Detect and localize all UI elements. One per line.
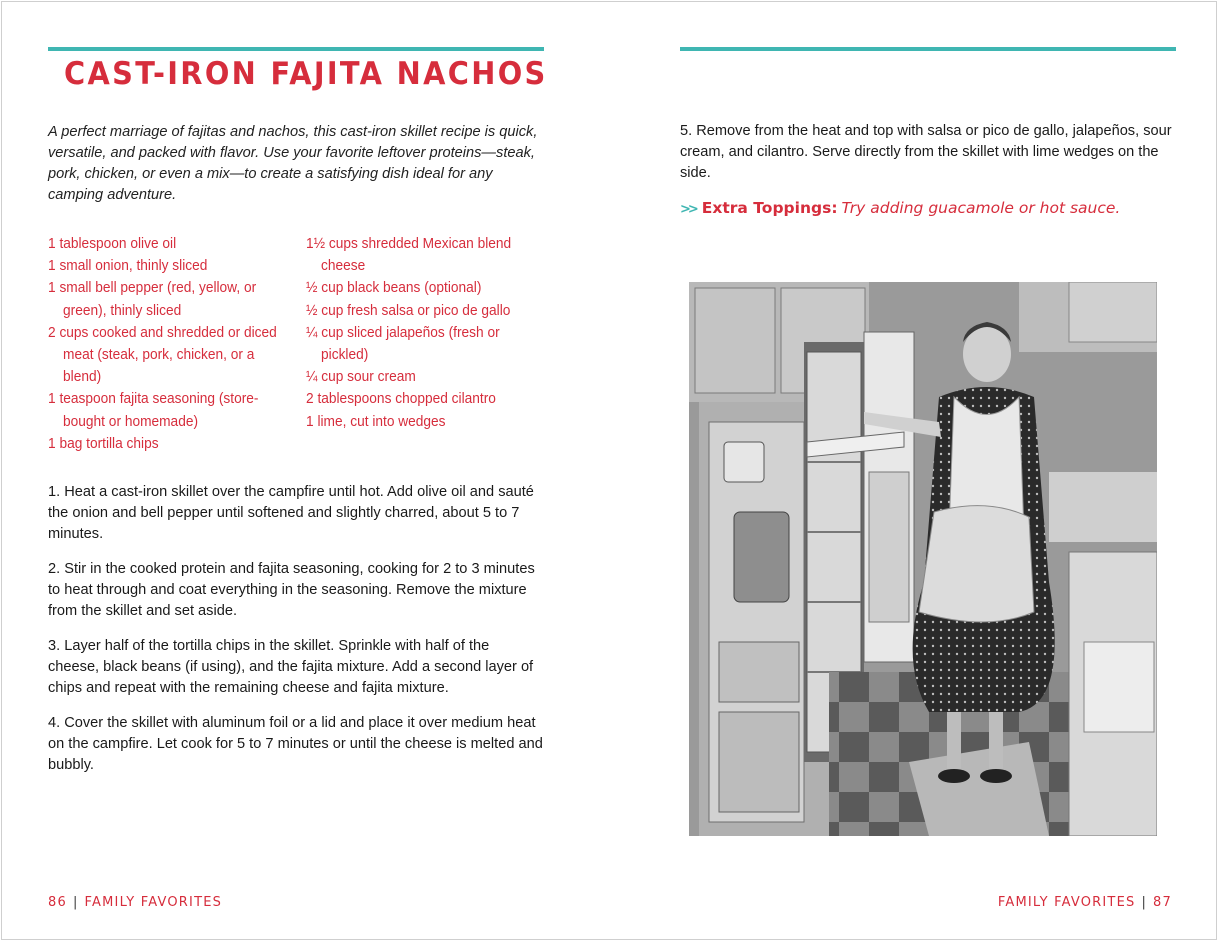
instruction-step: 2. Stir in the cooked protein and fajita seasoning, cooking for 2 to 3 minutes to heat through and coat everything in the seasoning. Remove the mixture from the skillet and set aside.: [48, 561, 535, 619]
recipe-title: CAST-IRON FAJITA NACHOS: [64, 56, 548, 92]
double-chevron-icon: >>: [680, 202, 696, 217]
ingredient-item: ¼ cup sour cream: [306, 369, 416, 386]
vintage-kitchen-photo: [689, 282, 1157, 836]
instruction-step-5: 5. Remove from the heat and top with salsa or pico de gallo, jalapeños, sour cream, and cilantro. Serve directly from the skillet with lime wedges on the side.: [680, 123, 1172, 181]
ingredient-item: 1½ cups shredded Mexican blend cheese: [306, 236, 512, 275]
ingredient-item: ¼ cup sliced jalapeños (fresh or pickled): [306, 324, 500, 364]
ingredient-item: 1 tablespoon olive oil: [48, 236, 177, 252]
book-spread: [1, 1, 1217, 940]
ingredient-item: 1 lime, cut into wedges: [306, 413, 446, 430]
ingredient-item: 2 cups cooked and shredded or diced meat (steak, pork, chicken, or a blend): [48, 324, 277, 386]
ingredient-item: 1 bag tortilla chips: [48, 435, 159, 452]
ingredient-item: 1 small onion, thinly sliced: [48, 258, 208, 275]
instruction-step: 4. Cover the skillet with aluminum foil or a lid and place it over medium heat on the campfire. Let cook for 5 to 7 minutes or until the cheese is melted and bubbly.: [48, 715, 543, 773]
ingredients-right-column: [306, 233, 556, 433]
page-number-right: 87: [1153, 895, 1172, 910]
footer-right: [998, 895, 1172, 910]
tip-label: Extra Toppings:: [701, 199, 838, 217]
right-top-rule: [680, 47, 1176, 51]
footer-section-left: FAMILY FAVORITES: [84, 895, 223, 910]
ingredient-item: ½ cup black beans (optional): [306, 280, 482, 297]
extra-toppings-tip: [680, 199, 1120, 217]
footer-separator: |: [72, 895, 79, 910]
ingredient-item: ½ cup fresh salsa or pico de gallo: [306, 302, 511, 319]
instruction-step: 3. Layer half of the tortilla chips in the skillet. Sprinkle with half of the cheese, black beans (if using), and the fajita mixture. Add a second layer of chips and repeat with the remaining cheese and fajita mixture.: [48, 638, 534, 696]
tip-text: Try adding guacamole or hot sauce.: [841, 199, 1121, 217]
footer-left: [48, 895, 222, 910]
ingredient-item: 1 teaspoon fajita seasoning (store-bought or homemade): [48, 391, 259, 430]
recipe-intro: A perfect marriage of fajitas and nachos, this cast-iron skillet recipe is quick, versatile, and packed with flavor. Use your favorite leftover proteins—steak, pork, chicken, or even a mix—to create a satisfying dish ideal for any camping adventure.: [48, 124, 538, 203]
ingredient-item: 2 tablespoons chopped cilantro: [306, 391, 496, 408]
instruction-step: 1. Heat a cast-iron skillet over the campfire until hot. Add olive oil and sauté the onion and bell pepper until softened and slightly charred, about 5 to 7 minutes.: [48, 484, 534, 542]
footer-section-right: FAMILY FAVORITES: [997, 895, 1136, 910]
ingredients-left-column: [48, 233, 298, 455]
instruction-steps: [48, 482, 544, 790]
page-number-left: 86: [48, 895, 67, 910]
footer-separator: |: [1141, 895, 1148, 910]
left-top-rule: [48, 47, 544, 51]
ingredient-item: 1 small bell pepper (red, yellow, or green), thinly sliced: [48, 280, 257, 319]
